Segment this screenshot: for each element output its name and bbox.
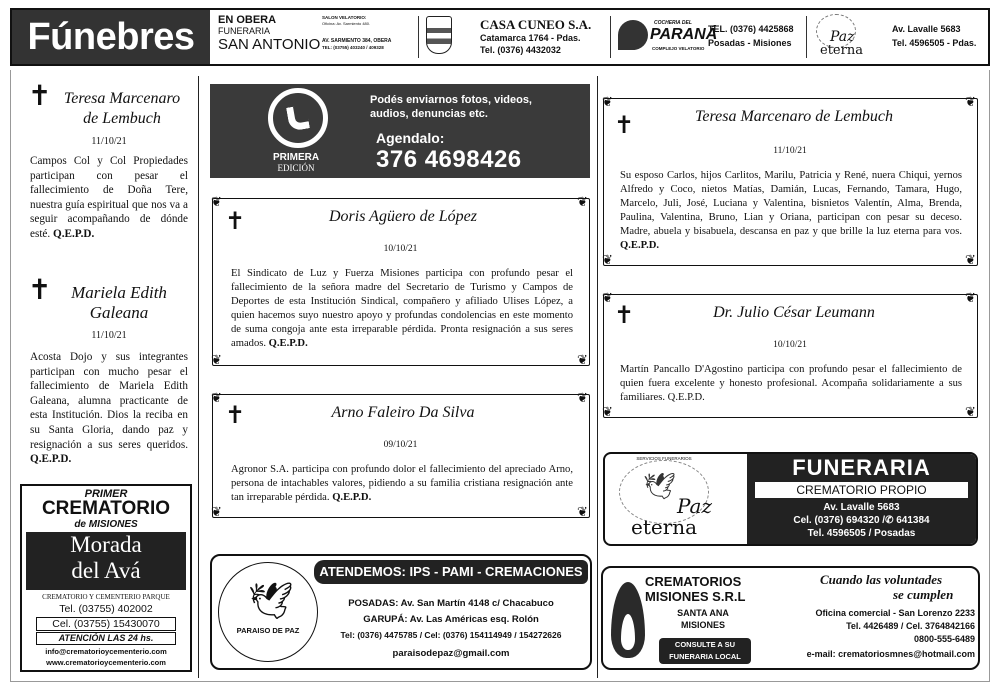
obit-body: [620, 169, 962, 253]
obit-text: Martín Pancallo D'Agostino participa con profundo pesar el fallecimiento de quien fuera excelente y honesto profesional. Acompaña solidariamente a sus familiares.: [620, 364, 962, 403]
corner-ornament-icon: ❦: [602, 405, 613, 420]
logo-text: SERVICIOS FUNERARIOS: [636, 456, 692, 461]
divider: [610, 16, 611, 58]
corner-ornament-icon: ❦: [211, 353, 222, 368]
dove-logo-icon: 🕊: [643, 472, 677, 502]
ad-text: info@crematorioycementerio.com: [45, 647, 167, 656]
ad-text: www.crematorioycementerio.com: [46, 658, 166, 667]
ad-morada-del-ava[interactable]: [20, 484, 192, 672]
ad-text: FUNERARIA: [792, 455, 931, 480]
ad-text: MISIONES: [680, 620, 725, 630]
corner-ornament-icon: ❦: [965, 291, 976, 306]
obit-closing: Q.E.P.D.: [620, 240, 660, 251]
obit-name: Mariela Edith: [71, 283, 167, 302]
obit-closing: Q.E.P.D.: [268, 338, 308, 349]
ad-text: audios, denuncias etc.: [370, 108, 488, 120]
corner-ornament-icon: ❦: [602, 291, 613, 306]
obit-name: Galeana: [89, 303, 149, 322]
cross-icon: ✝: [614, 301, 635, 329]
header-ad-paz-eterna[interactable]: [810, 14, 988, 60]
obituary-box-teresa: [602, 95, 978, 268]
logo-text: PRIMERA: [272, 152, 320, 163]
obit-date: 11/10/21: [91, 330, 127, 341]
ad-text: EN OBERA: [218, 14, 277, 26]
ad-text: COCHERIA DEL: [654, 20, 692, 26]
logo-text: eterna: [631, 515, 698, 539]
ad-text: Podés enviarnos fotos, videos,: [370, 94, 532, 106]
corner-ornament-icon: ❦: [577, 195, 588, 210]
ad-text: Tel. (0376) 4432032: [480, 45, 561, 55]
logo-text: EDICIÓN: [277, 163, 315, 173]
ad-text: Tel: (0376) 4475785 / Cel: (0376) 154114949 / 154272626: [340, 630, 562, 640]
ad-text: TEL. (0376) 4425868: [708, 24, 794, 34]
parana-logo-icon: [618, 20, 648, 50]
ad-text: eterna: [820, 43, 863, 58]
header-ad-san-antonio[interactable]: [218, 14, 414, 60]
corner-ornament-icon: ❦: [211, 391, 222, 406]
cross-icon: ✝: [28, 273, 52, 306]
ad-text: TEL: (03755) 403240 / 409328: [322, 45, 384, 50]
corner-ornament-icon: ❦: [211, 195, 222, 210]
ad-text: FUNERARIA LOCAL: [669, 652, 741, 661]
ad-text: CASA CUNEO S.A.: [480, 17, 592, 32]
crest-icon: [426, 16, 452, 54]
obit-text: El Sindicato de Luz y Fuerza Misiones participa con profundo pesar el fallecimiento de la señora madre del Secretario de Turismo y Campos de Deportes de esta Institución Sindical, compañero y afiliado Ulises López, a quien hacemos suyo nuestro apoyo y profundas condolencias en este momento de suma congoja ante esta irreparable pérdida. Pronta resignación a sus seres amados.: [231, 268, 573, 349]
obit-date: 11/10/21: [91, 136, 127, 147]
ad-text: POSADAS: Av. San Martín 4148 c/ Chacabuco: [348, 598, 554, 609]
ad-crematorios-misiones[interactable]: [601, 566, 980, 670]
obituary-box-julio: [602, 291, 978, 420]
primera-edicion-logo: [248, 152, 344, 173]
ad-text: PARANÁ: [650, 26, 718, 43]
logo-text: PARAISO DE PAZ: [236, 626, 300, 635]
ad-text: paraisodepaz@gmail.com: [392, 648, 510, 659]
obit-name: de Lembuch: [83, 110, 161, 127]
ad-text: e-mail: crematoriosmnes@hotmail.com: [806, 649, 975, 659]
ad-text: SALON VELATORIO:: [322, 15, 367, 20]
obit-name: Teresa Marcenaro: [63, 90, 181, 107]
header-bar: [10, 8, 990, 66]
ad-text: Av. Lavalle 5683: [823, 502, 900, 513]
header-ad-cocheria-parana[interactable]: [614, 14, 804, 60]
ad-text: PRIMER: [84, 488, 128, 500]
ad-text: de MISIONES: [74, 519, 138, 530]
ad-text: Catamarca 1764 - Pdas.: [480, 33, 581, 43]
corner-ornament-icon: ❦: [211, 505, 222, 520]
ad-text: SAN ANTONIO: [218, 36, 321, 53]
ad-text: Cel. (03755) 15430070: [36, 617, 176, 631]
obit-body: [620, 363, 962, 405]
ad-text: se cumplen: [893, 587, 954, 602]
ad-text: Paz: [830, 29, 855, 45]
ad-text: ATENDEMOS: IPS - PAMI - CREMACIONES: [319, 564, 583, 579]
ad-text: Tel. 4596505 / Posadas: [807, 528, 916, 539]
divider: [806, 16, 807, 58]
header-ad-casa-cuneo[interactable]: [422, 14, 602, 60]
ad-text: 376 4698426: [376, 146, 522, 173]
logo-text: Paz: [677, 494, 713, 518]
obit-body: [231, 267, 573, 351]
obit-date: 10/10/21: [773, 340, 807, 350]
ad-text: CREMATORIO PROPIO: [755, 482, 968, 498]
obit-body: [30, 350, 188, 467]
ad-text: Tel. 4596505 - Pdas.: [892, 38, 977, 48]
ad-text: ATENCIÓN LAS 24 hs.: [36, 632, 176, 645]
obit-text: Acosta Dojo y sus integrantes participan con mucho pesar el fallecimiento de Mariela Edith Galeana, alumna practicante de esta Institución. Dios la reciba en su Santa Gloria, dando paz y resignación a sus seres queridos.: [30, 351, 188, 451]
ad-text: MISIONES S.R.L: [645, 589, 746, 604]
ad-text: Oficina comercial - San Lorenzo 2233: [815, 608, 975, 618]
corner-ornament-icon: ❦: [602, 95, 613, 110]
cross-icon: ✝: [28, 79, 52, 112]
ad-text: CONSULTE A SU: [674, 640, 736, 649]
ad-text: Cel. (0376) 694320 /✆ 641384: [793, 515, 930, 526]
ad-text: CREMATORIO Y CEMENTERIO PARQUE: [42, 593, 170, 601]
obit-body: [231, 463, 573, 505]
obit-name: Doris Agüero de López: [329, 208, 477, 225]
cross-icon: ✝: [614, 111, 635, 139]
ad-whatsapp-primera-edicion[interactable]: [210, 84, 590, 178]
corner-ornament-icon: ❦: [577, 391, 588, 406]
corner-ornament-icon: ❦: [965, 95, 976, 110]
obit-closing: Q.E.P.D.: [53, 227, 95, 240]
corner-ornament-icon: ❦: [602, 253, 613, 268]
ad-text: Oficina: Av. Sarmiento 480.: [322, 21, 371, 26]
ad-text: CREMATORIO: [41, 498, 171, 519]
ad-paraiso-de-paz[interactable]: [210, 554, 592, 670]
obit-date: 10/10/21: [383, 244, 418, 254]
ad-text: CREMATORIOS: [645, 574, 742, 589]
ad-text: 0800-555-6489: [913, 634, 975, 644]
ad-funeraria-paz-eterna[interactable]: [603, 452, 978, 546]
obituary-box-doris: [211, 195, 590, 368]
ad-text: Agendalo:: [376, 130, 445, 146]
obit-text: Campos Col y Col Propiedades participan con pesar el fallecimiento de Doña Tere, nuestra guía espiritual que nos va a seguir acompañando de dónde esté.: [30, 155, 188, 240]
obit-name: Dr. Julio César Leumann: [713, 304, 875, 321]
ad-text: Cuando las voluntades: [819, 572, 943, 587]
obit-text: Su esposo Carlos, hijos Carlitos, Marilu, Patricia y René, nuera Chiqui, yernos Alfredo y Coco, nietos Matías, Damián, Lucas, Fernando, Tamara, Hugo, Marcelo, Juli, José, Luciana y Valentina, bisnietos Valentín, Alma, Brenda, Paulina, Valentina, Bruno, Lian y Oriana, participan con pesar su deceso. Madre, abuela y bisabuela, descansa en paz y que brille la luz eterna para vos.: [620, 170, 962, 237]
ad-text: Tel. (03755) 402002: [59, 603, 153, 615]
ad-text: AV. SARMIENTO 384, OBERA: [322, 38, 392, 44]
divider: [418, 16, 419, 58]
obit-name: Teresa Marcenaro de Lembuch: [694, 108, 894, 125]
corner-ornament-icon: ❦: [577, 505, 588, 520]
ad-text: COMPLEJO VELATORIO: [652, 46, 705, 51]
dove-icon: 🕊: [248, 581, 294, 622]
obit-closing: Q.E.P.D.: [30, 453, 72, 466]
obit-closing: Q.E.P.D.: [332, 492, 372, 503]
obit-date: 09/10/21: [383, 440, 418, 450]
ad-text: GARUPÁ: Av. Las Américas esq. Rolón: [363, 614, 539, 625]
ad-text: FUNERARIA: [218, 26, 271, 36]
ad-text: SANTA ANA: [677, 608, 729, 618]
obit-body: [30, 154, 188, 242]
obit-name: Arno Faleiro Da Silva: [331, 404, 475, 421]
cross-icon: ✝: [225, 401, 246, 429]
obituary-box-arno: [211, 391, 590, 520]
ad-text: del Avá: [71, 558, 141, 583]
corner-ornament-icon: ❦: [577, 353, 588, 368]
ad-text: Av. Lavalle 5683: [892, 24, 961, 34]
cross-icon: ✝: [225, 207, 246, 235]
obit-date: 11/10/21: [773, 146, 807, 156]
ad-text: Morada: [70, 532, 142, 557]
section-title: Fúnebres: [12, 10, 210, 64]
corner-ornament-icon: ❦: [965, 253, 976, 268]
corner-ornament-icon: ❦: [965, 405, 976, 420]
obit-closing: Q.E.P.D.: [667, 392, 705, 403]
ad-text: Tel. 4426489 / Cel. 3764842166: [846, 621, 975, 631]
ad-text: Posadas - Misiones: [708, 38, 792, 48]
obit-text: Agronor S.A. participa con profundo dolor el fallecimiento del apreciado Arno, persona de intachables valores, pidiendo a su familia cristiana resignación ante tan irreparable pérdida.: [231, 464, 573, 503]
